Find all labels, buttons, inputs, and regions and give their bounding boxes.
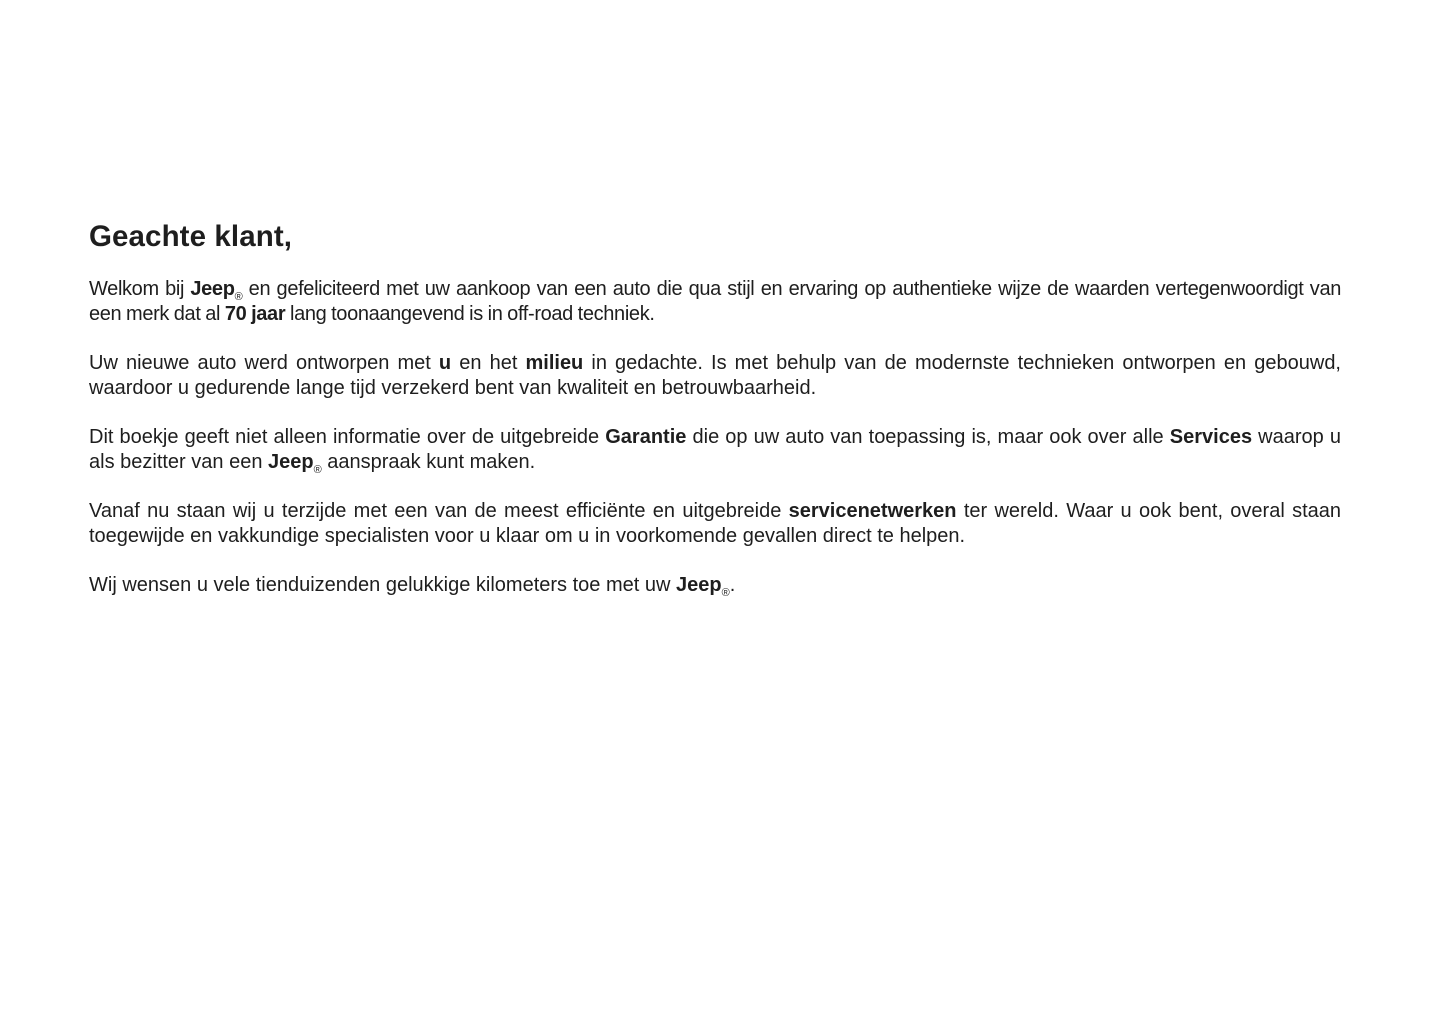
text-segment: ter wereld. Waar u ook bent, overal staan toegewijde en vakkundige specialisten voor u klaar om u in voorkomende gevallen direct te helpen. (89, 500, 1342, 547)
paragraph-booklet (89, 425, 1341, 474)
text-segment: . (729, 574, 736, 596)
bold-servicenetwerken: servicenetwerken (788, 500, 957, 522)
text-segment: Vanaf nu staan wij u terzijde met een van de meest efficiënte en uitgebreide (89, 500, 789, 522)
bold-garantie: Garantie (605, 426, 687, 448)
registered-mark: ® (313, 463, 322, 476)
registered-mark: ® (234, 291, 243, 303)
brand-name: Jeep$_®$ (190, 278, 243, 303)
bold-years: 70 jaar (224, 302, 286, 325)
text-segment: Wij wensen u vele tienduizenden gelukkige kilometers toe met uw (89, 574, 676, 596)
text-segment: Welkom bij (89, 278, 191, 300)
letter-heading: Geachte klant, (89, 220, 293, 253)
text-segment: en het (451, 352, 526, 374)
text-segment: Uw nieuwe auto werd ontworpen met (89, 352, 439, 374)
paragraph-design (89, 351, 1341, 400)
paragraph-welcome (89, 277, 1341, 326)
letter-page (89, 218, 1341, 623)
bold-u: u (438, 352, 452, 374)
text-segment: in gedachte. Is met behulp van de modernste technieken ontworpen en gebouwd, waardoor u gedurende lange tijd verzekerd bent van kwaliteit en betrouwbaarheid. (89, 352, 1341, 399)
text-segment: lang toonaangevend is in off-road techniek. (285, 302, 655, 325)
text-segment: en gefeliciteerd met uw aankoop van een auto die qua stijl en ervaring op authentieke wijze de waarden vertegenwoordigt van een merk dat al (89, 278, 1341, 325)
bold-services: Services (1169, 426, 1253, 448)
paragraph-closing (89, 573, 1341, 598)
bold-milieu: milieu (525, 352, 584, 374)
registered-mark: ® (721, 587, 730, 599)
text-segment: aanspraak kunt maken. (321, 450, 536, 473)
text-segment: Dit boekje geeft niet alleen informatie over de uitgebreide (89, 426, 606, 448)
brand-name: Jeep$_®$ (268, 450, 322, 476)
text-segment: die op uw auto van toepassing is, maar ook over alle (686, 426, 1170, 448)
text-segment: waarop u als bezitter van een (89, 426, 1341, 473)
brand-name: Jeep$_®$ (675, 574, 730, 599)
paragraph-network (89, 499, 1341, 548)
